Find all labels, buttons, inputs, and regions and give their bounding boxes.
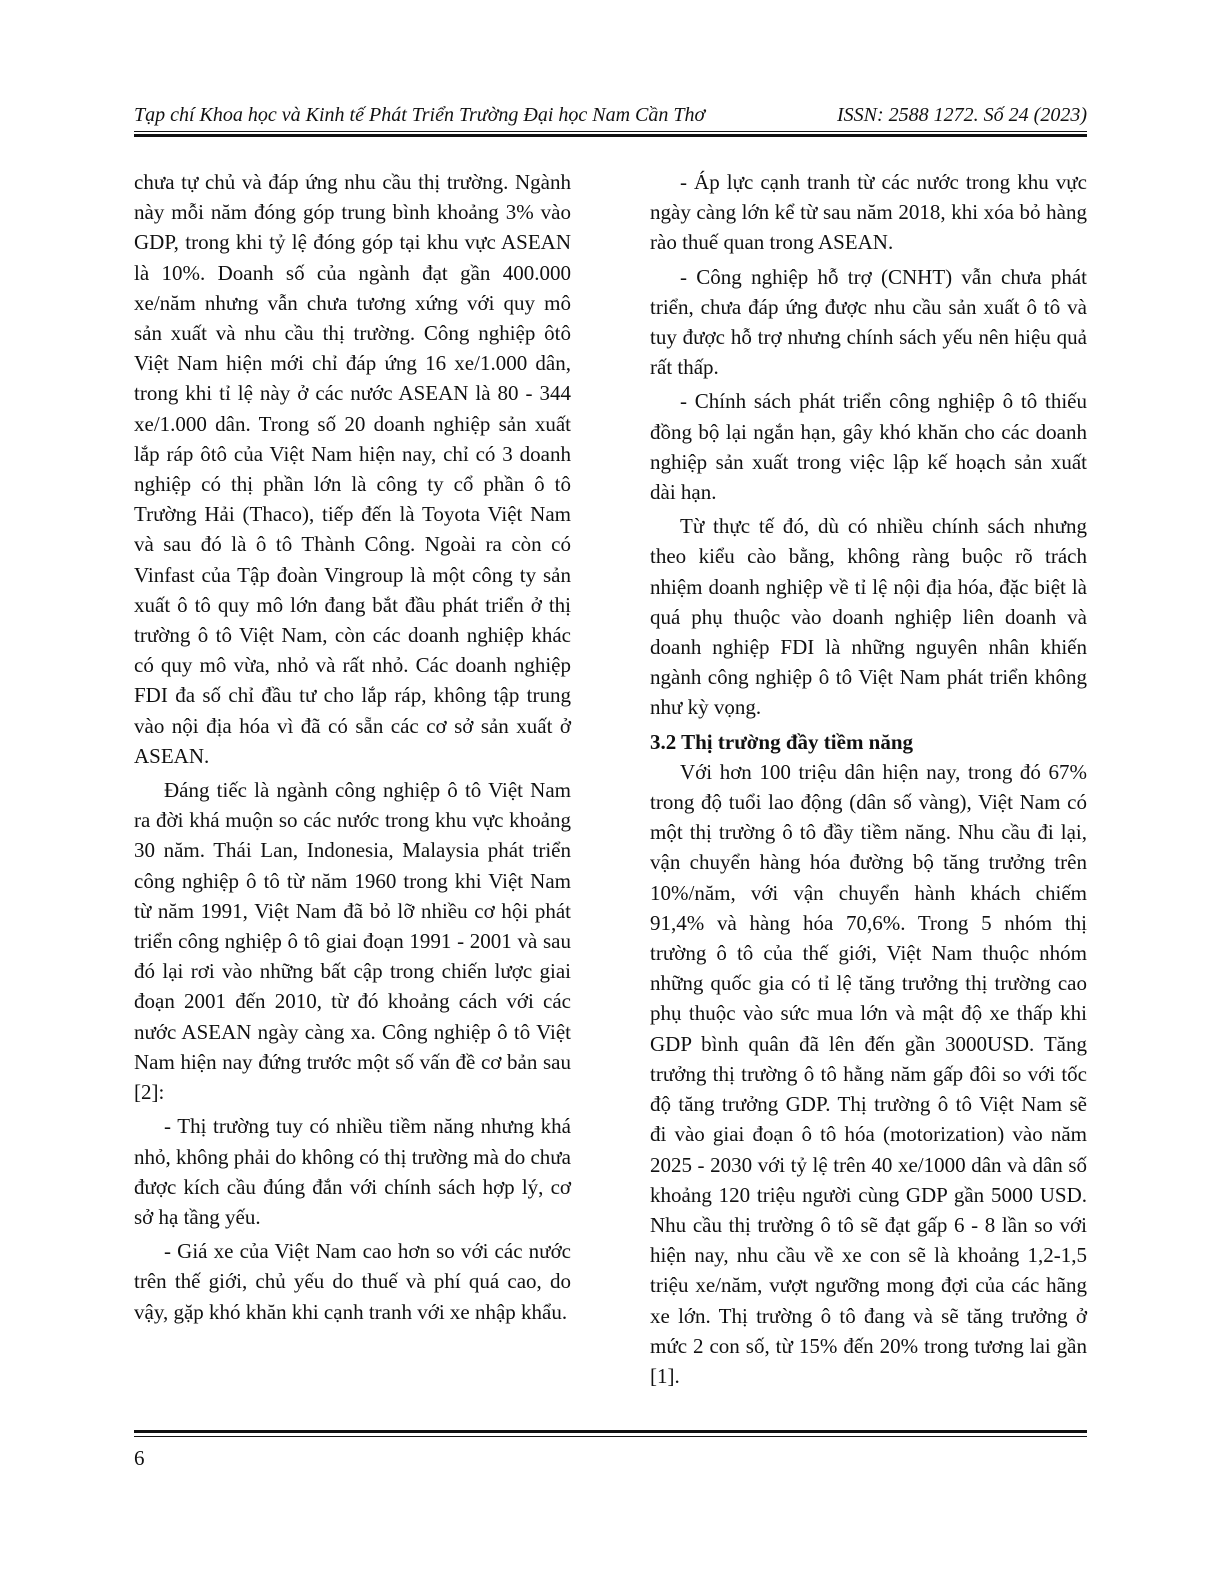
issn-issue: ISSN: 2588 1272. Số 24 (2023): [837, 104, 1087, 126]
footer-rule-thick: [134, 1430, 1087, 1433]
footer-rule-thin: [134, 1436, 1087, 1437]
list-item: - Giá xe của Việt Nam cao hơn so với các nước trên thế giới, chủ yếu do thuế và phí quá cao, do vậy, gặp khó khăn khi cạnh tranh với xe nhập khẩu.: [134, 1239, 571, 1324]
right-column: [650, 167, 1087, 1395]
paragraph: Đáng tiếc là ngành công nghiệp ô tô Việt Nam ra đời khá muộn so các nước trong khu vực khoảng 30 năm. Thái Lan, Indonesia, Malaysia phát triển công nghiệp ô tô từ năm 1960 trong khi Việt Nam từ năm 1991, Việt Nam đã bỏ lỡ nhiều cơ hội phát triển công nghiệp ô tô giai đoạn 1991 - 2001 và sau đó lại rơi vào những bất cập trong chiến lược giai đoạn 2001 đến 2010, từ đó khoảng cách với các nước ASEAN ngày càng xa. Công nghiệp ô tô Việt Nam hiện nay đứng trước một số vấn đề cơ bản sau [2]:: [134, 778, 571, 1105]
list-item: - Chính sách phát triển công nghiệp ô tô thiếu đồng bộ lại ngắn hạn, gây khó khăn cho các doanh nghiệp sản xuất trong việc lập kế hoạch sản xuất dài hạn.: [650, 389, 1087, 505]
list-item: - Thị trường tuy có nhiều tiềm năng nhưng khá nhỏ, không phải do không có thị trường mà do chưa được kích cầu đúng đắn với chính sách hợp lý, cơ sở hạ tầng yếu.: [134, 1114, 571, 1229]
paragraph: Từ thực tế đó, dù có nhiều chính sách nhưng theo kiểu cào bằng, không ràng buộc rõ trách nhiệm doanh nghiệp về tỉ lệ nội địa hóa, đặc biệt là quá phụ thuộc vào doanh nghiệp liên doanh và doanh nghiệp FDI là những nguyên nhân khiến ngành công nghiệp ô tô Việt Nam phát triển không như kỳ vọng.: [650, 514, 1087, 720]
paragraph: chưa tự chủ và đáp ứng nhu cầu thị trường. Ngành này mỗi năm đóng góp trung bình khoảng 3% vào GDP, trong khi tỷ lệ đóng góp tại khu vực ASEAN là 10%. Doanh số của ngành đạt gần 400.000 xe/năm nhưng vẫn chưa tương xứng với quy mô sản xuất và nhu cầu thị trường. Công nghiệp ôtô Việt Nam hiện mới chỉ đáp ứng 16 xe/1.000 dân, trong khi tỉ lệ này ở các nước ASEAN là 80 - 344 xe/1.000 dân. Trong số 20 doanh nghiệp sản xuất lắp ráp ôtô của Việt Nam hiện nay, chỉ có 3 doanh nghiệp có thị phần lớn là công ty cổ phần ô tô Trường Hải (Thaco), tiếp đến là Toyota Việt Nam và sau đó là ô tô Thành Công. Ngoài ra còn có Vinfast của Tập đoàn Vingroup là một công ty sản xuất ô tô quy mô lớn đang bắt đầu phát triển ở thị trường ô tô Việt Nam, còn các doanh nghiệp khác có quy mô vừa, nhỏ và rất nhỏ. Các doanh nghiệp FDI đa số chỉ đầu tư cho lắp ráp, không tập trung vào nội địa hóa vì đã có sẵn các cơ sở sản xuất ở ASEAN.: [134, 170, 571, 768]
journal-title: Tạp chí Khoa học và Kinh tế Phát Triển Trường Đại học Nam Cần Thơ: [134, 104, 706, 126]
list-item: - Công nghiệp hỗ trợ (CNHT) vẫn chưa phát triển, chưa đáp ứng được nhu cầu sản xuất ô tô và tuy được hỗ trợ nhưng chính sách yếu nên hiệu quả rất thấp.: [650, 264, 1087, 380]
left-column: [134, 167, 571, 1331]
header-rule-thick: [134, 134, 1087, 137]
page-number: 6: [134, 1446, 145, 1470]
running-header: [134, 100, 1087, 130]
paragraph: Với hơn 100 triệu dân hiện nay, trong đó 67% trong độ tuổi lao động (dân số vàng), Việt Nam có một thị trường ô tô đầy tiềm năng. Nhu cầu đi lại, vận chuyển hàng hóa đường bộ tăng trưởng trên 10%/năm, với vận chuyển hành khách chiếm 91,4% và hàng hóa 70,6%. Trong 5 nhóm thị trường ô tô của thế giới, Việt Nam thuộc nhóm những quốc gia có tỉ lệ tăng trưởng thị trường cao phụ thuộc vào sức mua lớn và mật độ xe thấp khi GDP bình quân đã lên đến gần 3000USD. Tăng trưởng thị trường ô tô hằng năm gấp đôi so với tốc độ tăng trưởng GDP. Thị trường ô tô Việt Nam sẽ đi vào giai đoạn ô tô hóa (motorization) vào năm 2025 - 2030 với tỷ lệ trên 40 xe/1000 dân và dân số khoảng 120 triệu người cùng GDP gần 5000 USD. Nhu cầu thị trường ô tô sẽ đạt gấp 6 - 8 lần so với hiện nay, nhu cầu về xe con sẽ là khoảng 1,2-1,5 triệu xe/năm, vượt ngưỡng mong đợi của các hãng xe lớn. Thị trường ô tô đang và sẽ tăng trưởng ở mức 2 con số, từ 15% đến 20% trong tương lai gần [1].: [650, 759, 1087, 1388]
list-item: - Áp lực cạnh tranh từ các nước trong khu vực ngày càng lớn kể từ sau năm 2018, khi xóa bỏ hàng rào thuế quan trong ASEAN.: [650, 170, 1087, 255]
header-rule-thin: [134, 131, 1087, 132]
section-heading: 3.2 Thị trường đầy tiềm năng: [650, 729, 914, 754]
